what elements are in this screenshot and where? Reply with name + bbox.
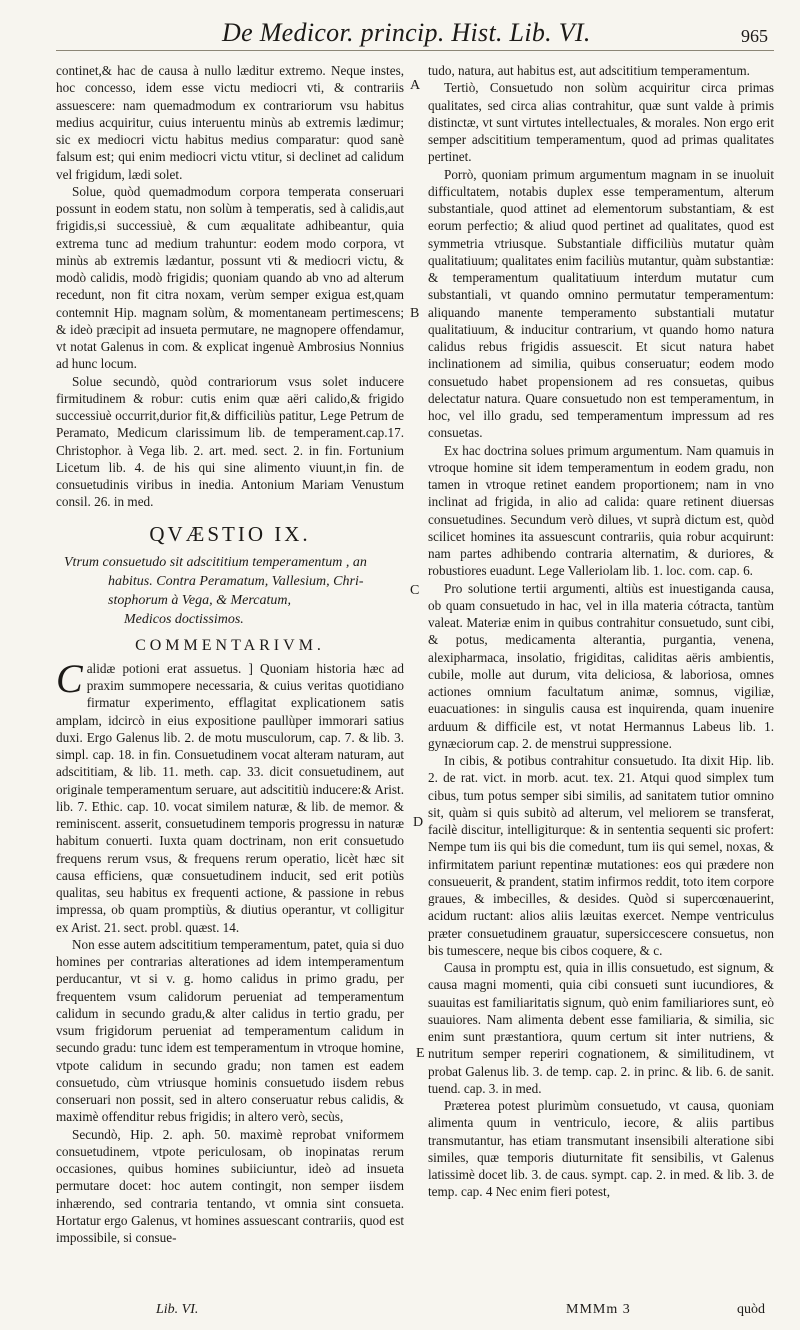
left-paragraph-6: Secundò, Hip. 2. aph. 50. maximè reprobat vniformem consuetudinem, vtpote periculosam, ob inopinatas rerum occasiones, quibus homines subiiciuntur, ideò ad insueta permutare docet: hoc autem contingit, non semper iisdem inhærendo, sed contraria tentando, vt omnia sint consueta. Hortatur ergo Galenus, vt homines assuescant contrariis, quod est impossibile, si consue-	[56, 1126, 404, 1245]
margin-marker-a: A	[410, 78, 421, 93]
margin-marker-c: C	[410, 583, 420, 598]
question-title	[64, 553, 404, 629]
left-paragraph-5: Non esse autem adscititium temperamentum, patet, quia si duo homines per contrarias alterationes ad idem intemperamentum perducantur, vt si v. g. homo calidus in primo gradu, per frequentem vsum calidorum perueniat ad temperamentum calidum in secundo gradu,& alter calidus in tertio gradu, per vsum frigidorum perueniat ad temperamentum calidum in secundo gradu: tunc idem est temperamentum in vtroque homine, vtpote calidum in secundo gradu; non tamen est eadem consuetudo, cùm vtriusque hominis consuetudo iisdem rebus conseruari non possit, sed in altero conseruatur rebus calidis, & maximè offenditur rebus frigidis; in altero verò, secùs,	[56, 936, 404, 1125]
footer-catchword: quòd	[737, 1302, 765, 1317]
header-rule	[56, 50, 774, 51]
drop-cap: C	[56, 655, 83, 701]
left-column	[56, 62, 404, 1246]
margin-marker-d: D	[413, 815, 424, 830]
running-head: De Medicor. princip. Hist. Lib. VI.	[222, 18, 591, 47]
right-paragraph-8: Præterea potest plurimùm consuetudo, vt causa, quoniam alimenta quum in ventriculo, iecore, & aliis partibus transmutantur, has etiam transmutant insensibili alteratione sibi similes, quæ temporis diuturnitate fit sensibilis, vt Galenus latissimè docet lib. 3. de caus. sympt. cap. 2. in med. & lib. 3. de temp. cap. 4 Nec enim fieri potest,	[428, 1098, 774, 1200]
left-paragraph-4	[56, 655, 404, 936]
right-paragraph-7: Causa in promptu est, quia in illis consuetudo, est signum, & causa magni momenti, quia cibi consueti sunt iucundiores, & suauitas est familiaritatis signum, quò enim familiariores sunt, eò suauiores. Nam alimenta debent esse familiaria, & similia, sic enim sunt præstantiora, quum certum sit inter nutriens, & nutritum semper reperiri cognationem, & similitudinem, vt probat Galenus lib. 3. de temp. cap. 2. in princ. & lib. 6. de sanit. tuend. cap. 3. in med.	[428, 960, 774, 1096]
left-paragraph-4-text: alidæ potioni erat assuetus. ] Quoniam historia hæc ad praxim summopere necessaria, & cuius veritas quotidiano firmatur experimento, efflagitat explicationem satis amplam, idcircò in eius expositione paullùper immorari satius duxi. Ergo Galenus lib. 2. de motu musculorum, cap. 7. & lib. 3. simpl. cap. 18. in fin. Consuetudinem vocat alteram naturam, aut adscititiam, & lib. 11. meth. cap. 33. dicit consuetudinem, aut originale temperamentum seruare, aut adscititiù inducere:& Arist. lib. 7. Ethic. cap. 10. vocat similem naturæ, & lib. de memor. & reminiscent. asserit, consuetudinem temporis progressu in naturæ habitum conuerti. Iuxta quam doctrinam, non erit consuetudo frequens rerum vsus, & frequens rerum operatio, licèt hæc sit causa efficiens, quæ consuetudinem inducit, sed erit potiùs qualitas, seu habitus ex frequenti actione, & passione in rebus impressa, ob quam promptiùs, & diutius operantur, vt colligitur ex Arist. 21. sect. probl. quæst. 14.	[56, 660, 404, 935]
right-column	[428, 62, 774, 1201]
left-paragraph-3: Solue secundò, quòd contrariorum vsus solet inducere firmitudinem & robur: cutis enim quæ aëri calido,& frigido successiuè occurrit,durior fit,& difficiliùs patitur, Lege Petrum de Peramato, Medicum clarissimum lib. de temperament.cap.17. Christophor. à Vega lib. 2. art. med. sect. 2. in fin. Fortunium Licetum lib. 4. de his qui sine alimento viuunt,in fin. de consuetudinis viribus in inedia. Antonium Mariam Venustum consil. 26. in med.	[56, 373, 404, 510]
right-paragraph-5: Pro solutione tertii argumenti, altiùs est inuestiganda causa, ob quam consuetudo in hac, vel in illa materia cótracta, tantùm valeat. Materiæ enim in quibus contrahitur consuetudo, sunt cibi, & potus, medicamenta alterantia, purgantia, venena, alexipharmaca, insolatio, frigiditas, caliditas aëris ambientis, cubile, molle aut durum, vita deliciosa, & laboriosa, omnes actiones omnium facultatum animæ, somnus, vigiliæ, euacuationes: in singulis causa est inquirenda, quam inuenire arduum & difficile est, vt notat Hermannus Labeus lib. 1. gynæciorum cap. 2. de menstrui suppressione.	[428, 580, 774, 751]
margin-marker-e: E	[416, 1046, 425, 1061]
question-title-line: habitus. Contra Peramatum, Vallesium, Chri-	[108, 573, 364, 589]
left-paragraph-2: Solue, quòd quemadmodum corpora temperata conseruari possunt in eodem statu, non solùm à temperatis, sed à calidis,aut frigidis,si successiuè, & cum æqualitate adhibeantur, quia extrema tunc ad medium trahuntur: eodem modo corpora, vt minùs ab extremis lædantur, possunt vti & mediocri victu, & modò calidis, modò frigidis; quoniam quando ab vno ad alterum recedunt, non fit citra noxam, verùm semper exigua est,quam contemnit Hip. magnam solùm, & momentaneam pertimescens; & ideò præcipit ad insueta permutare, ne magnopere offendamur, vt notat Galenus in com. & explicat ingenuè Ambrosius Nonnius ad hunc locum.	[56, 183, 404, 372]
page-number: 965	[741, 26, 768, 46]
question-title-line: stophorum à Vega, & Mercatum,	[108, 592, 292, 608]
right-paragraph-3: Porrò, quoniam primum argumentum magnam in se inuoluit difficultatem, notabis duplex esse temperamentum, alterum substantiale, quod attinet ad elementorum substantiam, & est eorum perfectio; & aliud quod pertinet ad qualitates, quod est symmetria vtriusque. Substantiale difficiliùs mutatur quàm qualitatiuum; qualitates enim faciliùs mutantur, quàm substantiæ: & temperamentum qualitatiuum interdum mutatur cum substantiali, vt quando omnino permutatur temperamentum: aliquando manente temperamento substantiali mutatur qualitatiuum, & inducitur contrarium, vt quando homo natura calidus rebus frigidis assuescit. Et sicut natura habet inclinationem ad similia, quibus conseruatur; eodem modo consuetudo habet propensionem ad res consuetas, quibus delectatur natura. Quare consuetudo non est temperamentum, in hoc, vel illo gradu, sed temperamentum impressum ad res consuetas.	[428, 166, 774, 441]
commentary-heading: COMMENTARIVM.	[135, 636, 325, 654]
right-paragraph-4: Ex hac doctrina solues primum argumentum. Nam quamuis in vtroque homine sit idem temperamentum in eodem gradu, non tamen in vtroque retinet eandem proportionem; nam in vno inclinat ad frigida, in alio ad calida: quare retinent diuersas consuetudines. Secundum verò dilues, vt suprà dictum est, quòd scilicet homines ita assuescunt contrariis, quia robur acquirunt: nam partes adhibendo contraria alternatim, & duriores, & robustiores euadunt. Lege Valleriolam lib. 1. loc. com. cap. 6.	[428, 442, 774, 579]
question-title-line: Medicos doctissimos.	[124, 611, 244, 627]
right-paragraph-1: tudo, natura, aut habitus est, aut adscititium temperamentum.	[428, 63, 750, 78]
question-heading: QVÆSTIO IX.	[149, 521, 311, 546]
right-paragraph-2: Tertiò, Consuetudo non solùm acquiritur circa primas qualitates, sed circa alias contrahitur, quæ sunt valde à primis distinctæ, vt sunt virtutes intellectuales, & morales. Non ergo erit semper adscititium temperamentum, quod ad primas qualitates pertinet.	[428, 80, 774, 165]
footer-signature: MMMm 3	[566, 1302, 631, 1317]
question-title-line: Vtrum consuetudo sit adscititium temperamentum , an	[64, 554, 367, 570]
margin-marker-b: B	[410, 306, 420, 321]
right-paragraph-6: In cibis, & potibus contrahitur consuetudo. Ita dixit Hip. lib. 2. de rat. vict. in morb. acut. tex. 21. Atqui quod simplex tum cibus, tum potus semper sibi similis, ad sanitatem tutior omnino sit, quàm si quis subitò ad alterum, vel meliorem se transferat, facilè discitur, intelligiturque: & in sententia sequenti sic profert: Nempe tum iis qui bis die comedunt, tum iis qui semel, noxas, & infirmitatem pariunt repentinæ mutationes: eos qui prædere non consueuerit, & prandent, statim infirmos reddit, toto item corpore graues, & imbecilles, & desides. Quòd si supercœnauerint, acidum ructant: alios aliis læuitas exercet. Nempe ventriculus præter consuetudinem grauatur, supersiccescere consuetus, non bis tumescere, neque bis cibos coquere, & c.	[428, 753, 774, 958]
left-paragraph-1: continet,& hac de causa à nullo læditur extremo. Neque instes, hoc concesso, idem esse victu mediocri vti, & contrariis assuescere: nam quemadmodum ex contrariorum vsu habitus medius acquiritur, cuius interuentu minùs ab extremis lædimur; sic ex mediocri victu habitus medius comparatur: quod sanè falsum est; qui enim mediocri victu vtitur, si declinet ad calidum vel frigidum, lædi solet.	[56, 63, 404, 182]
footer-book: Lib. VI.	[156, 1302, 199, 1317]
